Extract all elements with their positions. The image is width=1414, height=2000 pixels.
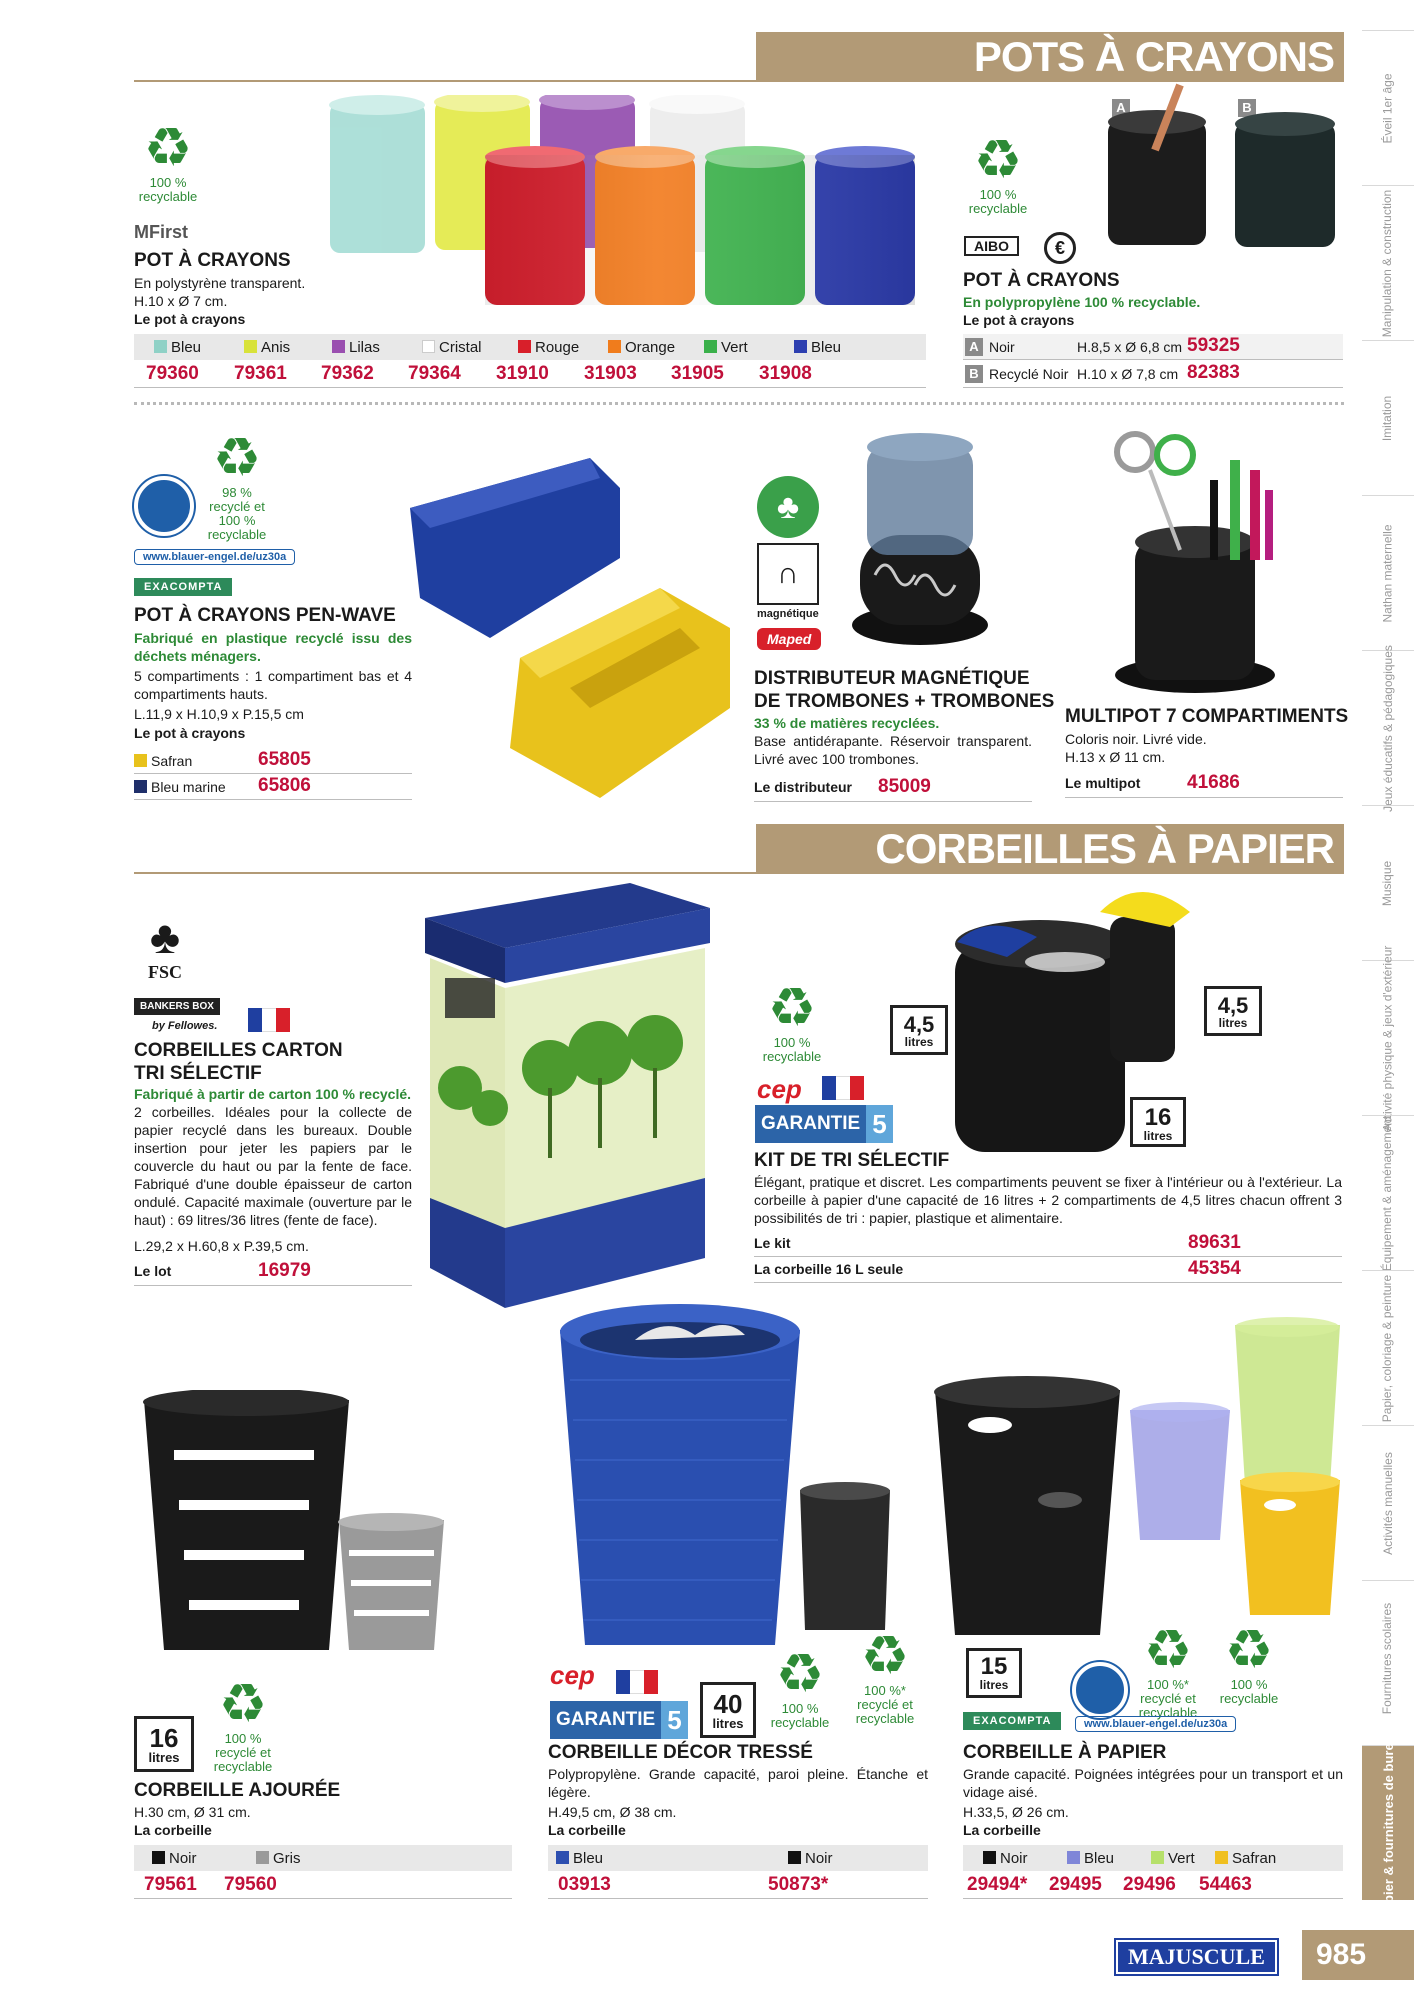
color-option[interactable]: Bleu [1067,1850,1151,1867]
capacity-badge-4-5l: 4,5 litres [890,1005,948,1055]
color-option[interactable]: Orange [608,339,696,356]
recycle-icon: ♻ [1224,1620,1274,1680]
product-reference[interactable]: 65805 [258,749,311,770]
sales-unit: La corbeille 16 L seule [754,1261,904,1277]
product-dimensions: H.33,5, Ø 26 cm. [963,1804,1069,1820]
capacity-badge-16l: 16 litres [1130,1097,1186,1147]
cep-logo: cep [550,1660,595,1690]
product-title: DE TROMBONES + TROMBONES [754,691,1055,712]
reference-row[interactable] [754,774,1032,802]
recycle-icon: ♻ [212,428,262,488]
product-reference[interactable]: 29494* [967,1874,1028,1895]
side-tab-papier-bureau-active[interactable]: Papier & fournitures de bureau [1362,1745,1414,1900]
color-swatch [983,1851,996,1864]
french-flag-icon [248,1008,290,1032]
color-option[interactable]: Anis [244,339,326,356]
product-reference[interactable]: 79362 [321,363,374,384]
color-swatch [134,780,147,793]
product-dimensions: H.10 x Ø 7 cm. [134,293,228,309]
color-option[interactable]: Noir [983,1850,1067,1867]
product-description: Grande capacité. Poignées intégrées pour un transport et un vidage aisé. [963,1766,1343,1800]
product-reference[interactable]: 79364 [408,363,461,384]
product-reference[interactable]: 31903 [584,363,637,384]
variant-dimensions: H.8,5 x Ø 6,8 cm [1077,339,1183,355]
product-reference[interactable]: 41686 [1187,772,1240,793]
recyclable-badge: ♻ 100 % recyclable [762,1646,838,1730]
product-image-black-pots [1100,80,1350,250]
color-swatch [256,1851,269,1864]
reference-row [548,1871,928,1899]
fsc-logo: ♣ FSC [134,912,196,983]
product-reference[interactable]: 45354 [1188,1258,1241,1279]
product-description: En polystyrène transparent. [134,275,306,291]
reference-row[interactable] [1065,770,1343,798]
product-description: 5 compartiments : 1 compartiment bas et 4 compartiments hauts. [134,668,412,702]
variant-row[interactable] [134,774,412,800]
color-swatch [518,340,531,353]
recycle-icon: ♻ [973,130,1023,190]
color-swatch [244,340,257,353]
recyclable-badge: ♻ 98 % recyclé et 100 % recyclable [200,430,274,542]
side-tab-equipement[interactable]: Équipement & aménagement [1362,1115,1414,1270]
capacity-badge-15l: 15 litres [966,1648,1022,1698]
variant-row[interactable] [754,1257,1342,1283]
majuscule-logo: MAJUSCULE [1116,1940,1277,1974]
magnetique-label: magnétique [757,608,819,620]
sales-unit: Le distributeur [754,779,853,795]
product-title: MULTIPOT 7 COMPARTIMENTS [1065,706,1349,727]
recycle-icon: ♻ [775,1644,825,1704]
product-image-clip-dispenser [845,425,995,650]
product-eco-claim: Fabriqué à partir de carton 100 % recyclé. [134,1086,412,1102]
side-tab-papier-coloriage[interactable]: Papier, coloriage & peinture [1362,1270,1414,1425]
product-reference[interactable]: 03913 [558,1874,611,1895]
side-tab-imitation[interactable]: Imitation [1362,340,1414,495]
product-image-colored-pots [320,95,920,310]
capacity-badge-4-5l: 4,5 litres [1204,986,1262,1036]
recycle-icon: ♻ [1143,1620,1193,1680]
variant-table [134,748,412,800]
exacompta-logo: EXACOMPTA [134,578,232,596]
product-reference[interactable]: 29496 [1123,1874,1176,1895]
sales-unit: Le kit [754,1235,791,1251]
sales-unit: Le lot [134,1263,172,1279]
variant-row[interactable] [754,1231,1342,1257]
product-reference[interactable]: 79360 [146,363,199,384]
recycle-icon: ♻ [860,1626,910,1686]
color-swatch [332,340,345,353]
side-tab-jeux-educatifs[interactable]: Jeux éducatifs & pédagogiques [1362,650,1414,805]
color-swatch [152,1851,165,1864]
sales-unit: La corbeille [548,1822,626,1838]
blauer-engel-url[interactable]: www.blauer-engel.de/uz30a [1075,1716,1236,1732]
recycle-icon: ♻ [143,118,193,178]
french-flag-icon [616,1670,658,1694]
color-row [963,1845,1343,1871]
variant-name: Recyclé Noir [989,366,1069,382]
variant-letter-b: B [1238,99,1256,117]
color-swatch [134,754,147,767]
aibo-logo: AIBO [964,236,1019,256]
product-description: Base antidérapante. Réservoir transparent. Livré avec 100 trombones. [754,733,1032,767]
color-row [548,1845,928,1871]
exacompta-logo: EXACOMPTA [963,1712,1061,1730]
product-reference[interactable]: 79361 [234,363,287,384]
product-reference[interactable]: 50873* [768,1874,829,1895]
color-swatch [1151,1851,1164,1864]
euro-icon: € [1044,232,1076,264]
product-image-woven-bin [555,1300,895,1650]
product-reference[interactable]: 31905 [671,363,724,384]
section-divider [134,402,1344,405]
sales-unit: Le pot à crayons [134,725,246,741]
color-option[interactable]: Bleu [154,339,216,356]
product-image-multipot [1110,420,1290,700]
section-rule [134,872,756,874]
french-flag-icon [822,1076,864,1100]
product-eco-claim: En polypropylène 100 % recyclable. [963,294,1201,310]
page-number: 985 [1302,1930,1414,1980]
reference-row[interactable] [134,1258,412,1286]
side-tab-musique[interactable]: Musique [1362,805,1414,960]
color-swatch [422,340,435,353]
cep-logo: cep [757,1074,802,1104]
variant-letter-a: A [1112,99,1130,117]
product-image-pen-wave [400,448,740,808]
product-title: TRI SÉLECTIF [134,1063,262,1084]
product-reference[interactable]: 31908 [759,363,812,384]
product-description: Coloris noir. Livré vide. [1065,731,1207,747]
warranty-badge: GARANTIE 5 [550,1701,688,1739]
side-tab-nathan[interactable]: Nathan maternelle [1362,495,1414,650]
product-title: CORBEILLE À PAPIER [963,1742,1167,1763]
tree-eco-icon: ♣ [757,476,819,538]
variant-letter: B [965,365,983,383]
section-banner-corbeilles: CORBEILLES À PAPIER [756,824,1344,874]
color-option[interactable]: Cristal [422,339,510,356]
product-reference[interactable]: 79561 [144,1874,197,1895]
variant-row[interactable] [134,748,412,774]
color-option[interactable]: Noir [152,1850,248,1867]
product-dimensions: H.49,5 cm, Ø 38 cm. [548,1804,677,1820]
sales-unit: Le multipot [1065,775,1141,791]
blauer-engel-url[interactable]: www.blauer-engel.de/uz30a [134,549,295,565]
product-reference[interactable]: 89631 [1188,1232,1241,1253]
variant-row[interactable] [963,334,1343,360]
recyclable-badge: ♻ 100 % recyclable [962,132,1034,216]
product-eco-claim: Fabriqué en plastique recyclé issu des déchets ménagers. [134,630,412,664]
recyclable-badge: ♻ 100 % recyclé et recyclable [200,1676,286,1774]
product-title: POT À CRAYONS [963,270,1120,291]
side-tab-fournitures[interactable]: Fournitures scolaires [1362,1580,1414,1735]
product-title: KIT DE TRI SÉLECTIF [754,1150,950,1171]
variant-letter: A [965,338,983,356]
side-tab-activite-physique[interactable]: Activité physique & jeux d'extérieur [1362,960,1414,1115]
product-reference[interactable]: 54463 [1199,1874,1252,1895]
sales-unit: Le pot à crayons [963,312,1075,328]
product-reference[interactable]: 29495 [1049,1874,1102,1895]
color-swatch [704,340,717,353]
color-swatch [1067,1851,1080,1864]
recyclable-badge: ♻ 100 % recyclable [132,120,204,204]
first-logo: MFirst [134,222,188,242]
product-description: Élégant, pratique et discret. Les compartiments peuvent se fixer à l'intérieur ou à l'extérieur. La corbeille à papier d'une capacité de 16 litres + 2 compartiments de 4,5 litres chacun offrent 3 possibilités de tri : papier, plastique et alimentaire. [754,1174,1342,1226]
product-dimensions: H.13 x Ø 11 cm. [1065,749,1166,765]
recyclable-badge: ♻ 100 %* recyclé et recyclable [842,1628,928,1726]
color-option[interactable]: Rouge [518,339,600,356]
color-swatch [556,1851,569,1864]
variant-table [963,334,1343,388]
product-title: CORBEILLE DÉCOR TRESSÉ [548,1742,813,1763]
fsc-tree-icon: ♣ [149,911,181,963]
section-banner-pots: POTS À CRAYONS [756,32,1344,82]
product-reference[interactable]: 65806 [258,775,311,796]
color-option[interactable]: Vert [704,339,786,356]
product-dimensions: L.11,9 x H.10,9 x P.15,5 cm [134,706,304,722]
color-row [134,1845,512,1871]
product-title: POT À CRAYONS PEN-WAVE [134,605,396,626]
warranty-badge: GARANTIE 5 [755,1105,893,1143]
color-option[interactable]: Vert [1151,1850,1215,1867]
variant-name: Bleu marine [134,778,226,796]
variant-dimensions: H.10 x Ø 7,8 cm [1077,366,1179,382]
product-reference[interactable]: 59325 [1187,335,1240,356]
product-image-paper-bins [930,1315,1350,1635]
color-row [134,334,926,360]
color-option[interactable]: Lilas [332,339,414,356]
product-title: CORBEILLE AJOURÉE [134,1780,341,1801]
sales-unit: Le pot à crayons [134,311,246,327]
sales-unit: La corbeille [134,1822,212,1838]
product-reference[interactable]: 82383 [1187,362,1240,383]
variant-name: Noir [989,339,1015,355]
color-swatch [608,340,621,353]
product-dimensions: L.29,2 x H.60,8 x P.39,5 cm. [134,1238,309,1254]
product-reference[interactable]: 79560 [224,1874,277,1895]
product-reference[interactable]: 16979 [258,1260,311,1281]
color-option[interactable]: Bleu [556,1850,780,1867]
recycle-icon: ♻ [218,1674,268,1734]
side-tab-activites-manuelles[interactable]: Activités manuelles [1362,1425,1414,1580]
side-tab-manipulation[interactable]: Manipulation & construction [1362,185,1414,340]
reference-row [963,1871,1343,1899]
color-option[interactable]: Noir [788,1850,833,1867]
product-title: POT À CRAYONS [134,250,291,271]
reference-row [134,360,926,388]
recyclable-badge: ♻ 100 % recyclable [756,980,828,1064]
product-dimensions: H.30 cm, Ø 31 cm. [134,1804,251,1820]
fellowes-logo: by Fellowes. [152,1020,218,1032]
recyclable-badge: ♻ 100 % recyclable [1208,1622,1290,1706]
product-title: CORBEILLES CARTON [134,1040,343,1061]
blauer-engel-logo [1072,1662,1128,1718]
color-option[interactable]: Safran [1215,1850,1276,1867]
recycle-icon: ♻ [767,978,817,1038]
product-image-mesh-bins [134,1390,454,1660]
product-image-cardboard-bin [420,878,720,1308]
product-eco-claim: 33 % de matières recyclées. [754,715,940,731]
variant-row[interactable] [963,360,1343,388]
capacity-badge-16l: 16 litres [134,1716,194,1772]
color-swatch [1215,1851,1228,1864]
product-title: DISTRIBUTEUR MAGNÉTIQUE [754,668,1030,689]
product-description: 2 corbeilles. Idéales pour la collecte de papier recyclé dans les bureaux. Double insertion pour jeter les papiers par le couvercle du haut ou par la fente de face. Fabriqué d'une double épaisseur de carton ondulé. Capacité maximale (ouverture par le haut) : 69 litres/36 litres (fente de face). [134,1104,412,1228]
color-option[interactable]: Gris [256,1850,301,1867]
color-swatch [788,1851,801,1864]
side-tab-eveil[interactable]: Éveil 1er âge [1362,30,1414,185]
product-reference[interactable]: 31910 [496,363,549,384]
reference-row [134,1871,512,1899]
capacity-badge-40l: 40 litres [700,1682,756,1738]
sales-unit: La corbeille [963,1822,1041,1838]
color-option[interactable]: Bleu [794,339,876,356]
color-swatch [154,340,167,353]
recyclable-badge: ♻ 100 %* recyclé et recyclable [1130,1622,1206,1720]
product-description: Polypropylène. Grande capacité, paroi pleine. Étanche et légère. [548,1766,928,1800]
magnet-icon: ∩ [757,543,819,605]
section-rule [134,80,756,82]
blauer-engel-logo [134,476,194,536]
variant-table [754,1231,1342,1283]
maped-logo: Maped [757,628,821,650]
product-reference[interactable]: 85009 [878,776,931,797]
color-swatch [794,340,807,353]
variant-name: Safran [134,752,192,770]
bankers-box-logo: BANKERS BOX [134,998,220,1015]
